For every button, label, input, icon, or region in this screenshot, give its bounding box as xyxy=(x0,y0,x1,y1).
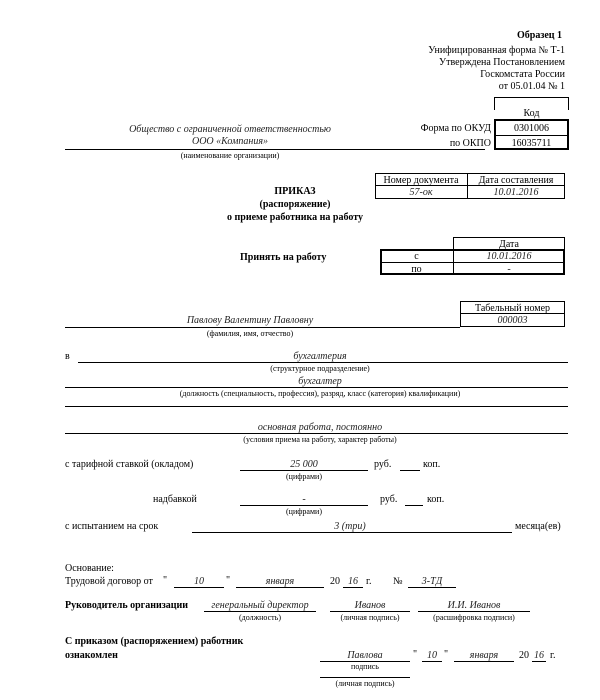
contract-day: 10 xyxy=(194,576,204,587)
doc-number-value: 57-ок xyxy=(409,187,433,198)
hire-to-value: - xyxy=(507,264,511,275)
director-decode-caption: (расшифровка подписи) xyxy=(433,613,515,622)
hire-to-label: по xyxy=(411,264,422,275)
rate-rub: руб. xyxy=(374,459,392,470)
position-value: бухгалтер xyxy=(298,376,342,387)
tabel-value: 000003 xyxy=(497,315,528,326)
rate-caption: (цифрами) xyxy=(286,472,322,481)
months-label: месяца(ев) xyxy=(515,521,561,532)
acquaint-signature: Павлова xyxy=(347,650,383,661)
okud-value: 0301006 xyxy=(514,123,549,134)
acquaint-label-1: С приказом (распоряжением) работник xyxy=(65,636,244,647)
bonus-rub: руб. xyxy=(380,494,398,505)
form-line-3: Госкомстата России xyxy=(480,69,565,80)
title-prikaz: ПРИКАЗ xyxy=(274,186,316,197)
acquaint-year-prefix: 20 xyxy=(519,650,529,661)
in-label: в xyxy=(65,351,70,362)
conditions-caption: (условия приема на работу, характер работы) xyxy=(243,435,397,444)
bonus-caption: (цифрами) xyxy=(286,507,322,516)
department-caption: (структурное подразделение) xyxy=(270,364,370,373)
bonus-kop: коп. xyxy=(427,494,445,505)
rate-kop: коп. xyxy=(423,459,441,470)
tabel-header: Табельный номер xyxy=(474,303,551,314)
contract-year-suffix: 16 xyxy=(348,576,358,587)
doc-number-header: Номер документа xyxy=(383,175,459,186)
org-caption: (наименование организации) xyxy=(180,151,280,160)
acquaint-personal-caption: (личная подпись) xyxy=(335,679,395,688)
director-position-caption: (должность) xyxy=(239,613,281,622)
hire-label: Принять на работу xyxy=(240,252,327,263)
hire-date-header: Дата xyxy=(499,239,519,250)
doc-date-value: 10.01.2016 xyxy=(493,187,539,198)
department-value: бухгалтерия xyxy=(293,351,347,362)
title-rasporyazhenie: (распоряжение) xyxy=(259,199,331,210)
org-line-2: ООО «Компания» xyxy=(191,136,269,147)
hire-from-label: с xyxy=(414,251,419,262)
basis-label: Основание: xyxy=(65,563,114,574)
director-decode: И.И. Иванов xyxy=(447,600,501,611)
director-signature: Иванов xyxy=(354,600,386,611)
rate-value: 25 000 xyxy=(290,459,318,470)
probation-value: 3 (три) xyxy=(334,521,366,532)
okud-label: Форма по ОКУД xyxy=(420,123,491,134)
hire-from-value: 10.01.2016 xyxy=(486,251,532,262)
title-subject: о приеме работника на работу xyxy=(227,212,363,223)
contract-month: января xyxy=(265,576,295,587)
acquaint-year-abbr: г. xyxy=(550,650,556,661)
code-header: Код xyxy=(523,108,540,119)
probation-label: с испытанием на срок xyxy=(65,521,159,532)
acquaint-quote-open: " xyxy=(413,649,418,660)
acquaint-day: 10 xyxy=(427,650,437,661)
form-line-1: Унифицированная форма № Т-1 xyxy=(428,45,565,56)
employee-name-caption: (фамилия, имя, отчество) xyxy=(206,329,294,338)
doc-date-header: Дата составления xyxy=(478,175,554,186)
position-caption: (должность (специальность, профессия), разряд, класс (категория) квалификации) xyxy=(179,389,461,398)
acquaint-label-2: ознакомлен xyxy=(65,650,118,661)
form-line-4: от 05.01.04 № 1 xyxy=(498,81,565,92)
contract-number: 3-ТД xyxy=(421,576,443,587)
rate-label: с тарифной ставкой (окладом) xyxy=(65,459,194,470)
bonus-value: - xyxy=(302,494,306,505)
employee-name: Павлову Валентину Павловну xyxy=(186,315,314,326)
director-label: Руководитель организации xyxy=(65,600,189,611)
acquaint-signature-caption: подпись xyxy=(351,662,379,671)
sample-label: Образец 1 xyxy=(517,30,563,41)
contract-year-prefix: 20 xyxy=(330,576,340,587)
okpo-label: по ОКПО xyxy=(449,138,491,149)
contract-quote-open: " xyxy=(163,575,168,586)
director-signature-caption: (личная подпись) xyxy=(340,613,400,622)
bonus-label: надбавкой xyxy=(153,494,197,505)
contract-number-sign: № xyxy=(393,576,403,587)
acquaint-month: января xyxy=(469,650,499,661)
contract-year-abbr: г. xyxy=(366,576,372,587)
org-line-1: Общество с ограниченной ответственностью xyxy=(129,124,331,135)
okpo-value: 16035711 xyxy=(511,138,552,149)
director-position: генеральный директор xyxy=(211,600,309,611)
contract-label: Трудовой договор от xyxy=(65,576,153,587)
conditions-value: основная работа, постоянно xyxy=(257,422,383,433)
form-line-2: Утверждена Постановлением xyxy=(439,57,565,68)
acquaint-year-suffix: 16 xyxy=(534,650,544,661)
contract-quote-close: " xyxy=(226,575,231,586)
acquaint-quote-close: " xyxy=(444,649,449,660)
